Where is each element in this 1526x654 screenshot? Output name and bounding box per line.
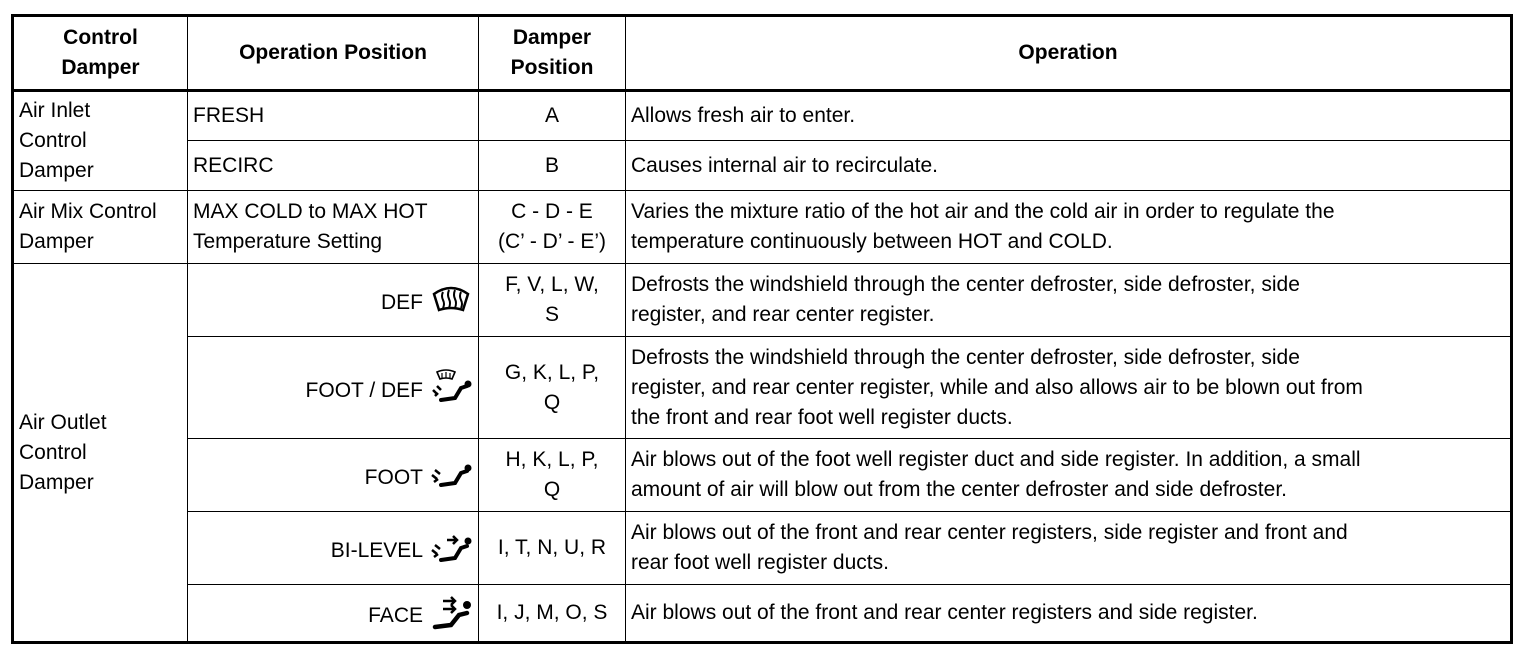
operation-cell: Air blows out of the foot well register duct and side register. In addition, a small amount of air will blow out from the center defroster and side defroster. bbox=[626, 439, 1512, 512]
foot-icon bbox=[429, 455, 473, 495]
operation-cell: Allows fresh air to enter. bbox=[626, 91, 1512, 141]
damper-position-cell: F, V, L, W, S bbox=[479, 264, 626, 337]
damper-position-cell: G, K, L, P, Q bbox=[479, 337, 626, 439]
operation-position-cell bbox=[188, 439, 479, 512]
header-row bbox=[13, 16, 1512, 91]
foot-defrost-icon bbox=[429, 368, 473, 408]
table-row bbox=[13, 141, 1512, 191]
header-operation: Operation bbox=[626, 16, 1512, 91]
damper-position-cell: I, T, N, U, R bbox=[479, 512, 626, 585]
operation-position-cell bbox=[188, 512, 479, 585]
header-control-damper: Control Damper bbox=[13, 16, 188, 91]
control-damper-air-mix: Air Mix Control Damper bbox=[13, 191, 188, 264]
table-row bbox=[13, 585, 1512, 643]
operation-position-label: FOOT / DEF bbox=[305, 378, 423, 402]
operation-cell: Air blows out of the front and rear center registers, side register and front and rear foot well register ducts. bbox=[626, 512, 1512, 585]
damper-position-cell: I, J, M, O, S bbox=[479, 585, 626, 643]
operation-position-cell bbox=[188, 585, 479, 643]
damper-position-cell: A bbox=[479, 91, 626, 141]
operation-position-label: FOOT bbox=[364, 466, 423, 489]
operation-position-label: FACE bbox=[368, 604, 423, 627]
damper-operation-table bbox=[11, 14, 1513, 644]
control-damper-air-inlet: Air Inlet Control Damper bbox=[13, 91, 188, 191]
operation-cell: Air blows out of the front and rear center registers and side register. bbox=[626, 585, 1512, 643]
operation-position-label: DEF bbox=[381, 291, 423, 314]
operation-position-cell bbox=[188, 264, 479, 337]
bi-level-icon bbox=[429, 528, 473, 568]
operation-position-cell bbox=[188, 337, 479, 439]
header-operation-position: Operation Position bbox=[188, 16, 479, 91]
damper-position-cell: B bbox=[479, 141, 626, 191]
operation-cell: Defrosts the windshield through the center defroster, side defroster, side register, and rear center register. bbox=[626, 264, 1512, 337]
operation-position-label: BI-LEVEL bbox=[330, 539, 423, 562]
table-row bbox=[13, 264, 1512, 337]
control-damper-air-outlet: Air Outlet Control Damper bbox=[13, 264, 188, 643]
table-row bbox=[13, 439, 1512, 512]
operation-cell: Varies the mixture ratio of the hot air and the cold air in order to regulate the temperature continuously between HOT and COLD. bbox=[626, 191, 1512, 264]
defrost-icon bbox=[429, 280, 473, 320]
table-row bbox=[13, 91, 1512, 141]
table-row bbox=[13, 512, 1512, 585]
operation-position-cell: RECIRC bbox=[188, 141, 479, 191]
operation-position-cell: FRESH bbox=[188, 91, 479, 141]
operation-position-cell: MAX COLD to MAX HOT Temperature Setting bbox=[188, 191, 479, 264]
table-row bbox=[13, 191, 1512, 264]
operation-cell: Causes internal air to recirculate. bbox=[626, 141, 1512, 191]
table-row bbox=[13, 337, 1512, 439]
damper-position-cell: H, K, L, P, Q bbox=[479, 439, 626, 512]
damper-position-cell: C - D - E (C’ - D’ - E’) bbox=[479, 191, 626, 264]
operation-cell: Defrosts the windshield through the center defroster, side defroster, side register, and rear center register, while and also allows air to be blown out from the front and rear foot well register ducts. bbox=[626, 337, 1512, 439]
face-vent-icon bbox=[429, 593, 473, 633]
header-damper-position: Damper Position bbox=[479, 16, 626, 91]
